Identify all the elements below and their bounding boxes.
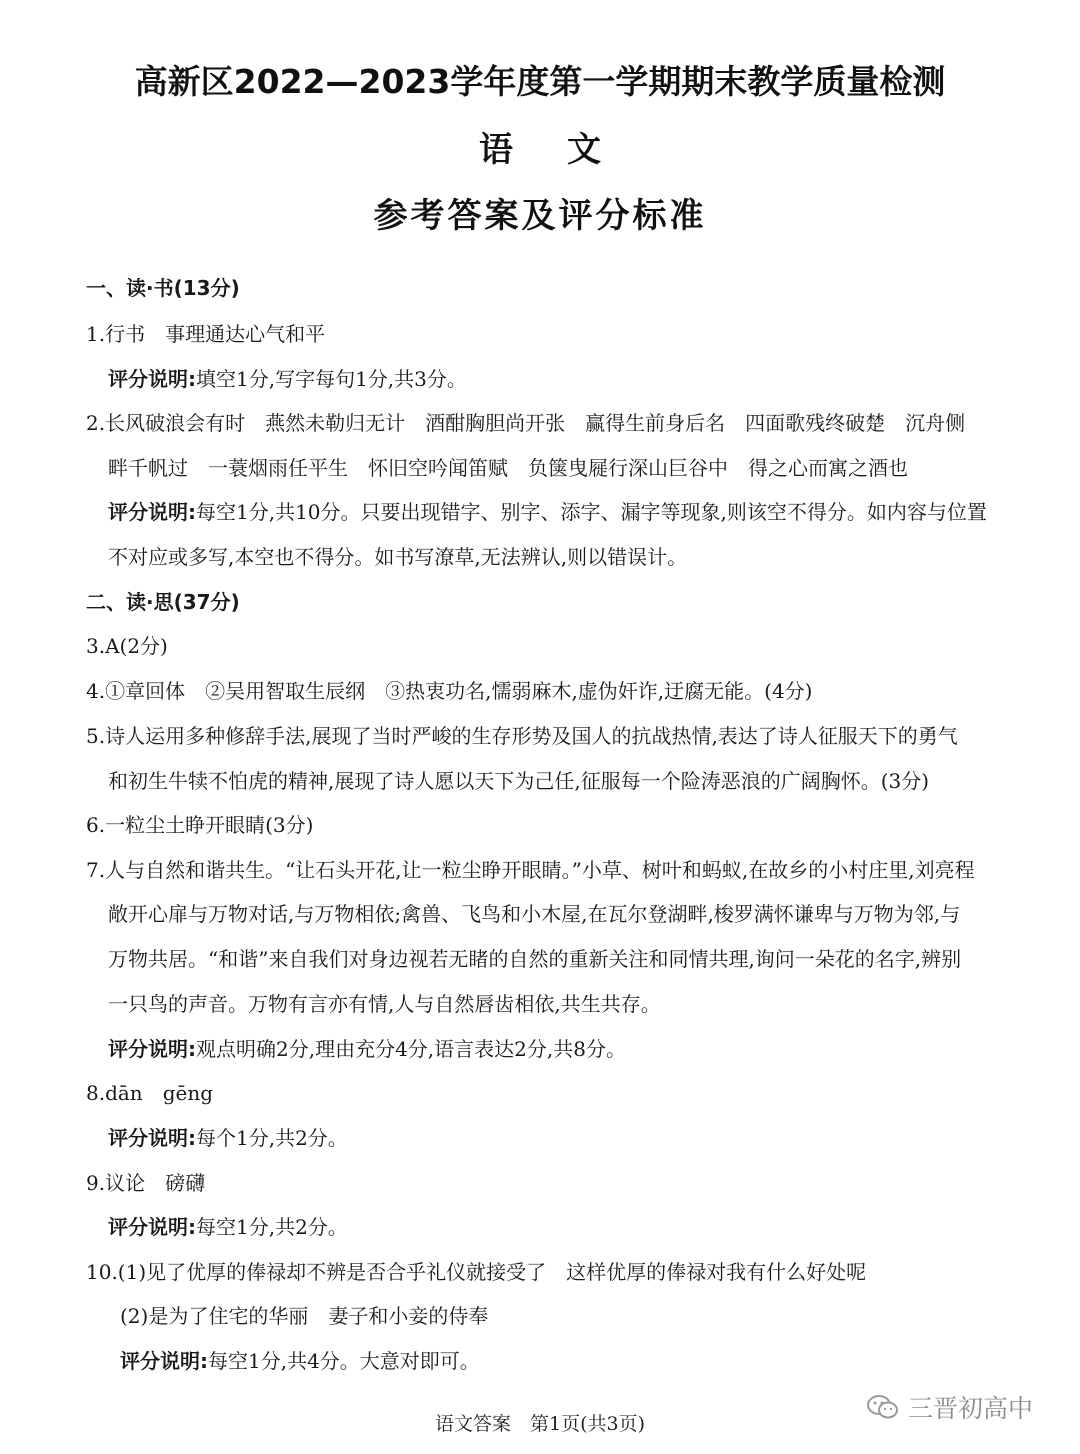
scoring-note-1: 评分说明:填空1分,写字每句1分,共3分。 bbox=[108, 367, 467, 391]
answer-6: 6.一粒尘土睁开眼睛(3分) bbox=[86, 813, 314, 837]
answer-7-line-4: 一只鸟的声音。万物有言亦有情,人与自然唇齿相依,共生共存。 bbox=[108, 992, 661, 1016]
scoring-note-label: 评分说明: bbox=[108, 500, 196, 524]
section-heading-2: 二、读·思(37分) bbox=[86, 590, 240, 614]
answer-5-line-1: 5.诗人运用多种修辞手法,展现了当时严峻的生存形势及国人的抗战热情,表达了诗人征服天下的勇气 bbox=[86, 724, 958, 748]
scoring-note-2: 评分说明:每空1分,共10分。只要出现错字、别字、添字、漏字等现象,则该空不得分。如内容与位置 bbox=[108, 500, 987, 524]
scoring-note-2-line-2: 不对应或多写,本空也不得分。如书写潦草,无法辨认,则以错误计。 bbox=[108, 545, 688, 569]
wechat-icon bbox=[866, 1393, 900, 1421]
scoring-note-label: 评分说明: bbox=[108, 1037, 196, 1061]
scoring-note-label: 评分说明: bbox=[108, 1215, 196, 1239]
answer-1: 1.行书 事理通达心气和平 bbox=[86, 322, 326, 346]
wechat-watermark bbox=[866, 1389, 1033, 1425]
scoring-note-7: 评分说明:观点明确2分,理由充分4分,语言表达2分,共8分。 bbox=[108, 1037, 626, 1061]
section-heading-1: 一、读·书(13分) bbox=[86, 276, 240, 300]
scoring-note-9: 评分说明:每空1分,共2分。 bbox=[108, 1215, 348, 1239]
answer-10-part-1: 10.(1)见了优厚的俸禄却不辨是否合乎礼仪就接受了 这样优厚的俸禄对我有什么好处呢 bbox=[86, 1260, 867, 1284]
answer-4: 4.①章回体 ②吴用智取生辰纲 ③热衷功名,懦弱麻木,虚伪奸诈,迂腐无能。(4分) bbox=[86, 679, 813, 703]
scoring-note-label: 评分说明: bbox=[108, 367, 196, 391]
answer-key-subtitle: 参考答案及评分标准 bbox=[373, 196, 707, 236]
answer-9: 9.议论 磅礴 bbox=[86, 1171, 206, 1195]
answer-2-line-1: 2.长风破浪会有时 燕然未勒归无计 酒酣胸胆尚开张 赢得生前身后名 四面歌残终破楚 沉舟侧 bbox=[86, 411, 966, 435]
scoring-note-label: 评分说明: bbox=[108, 1126, 196, 1150]
answer-2-line-2: 畔千帆过 一蓑烟雨任平生 怀旧空吟闻笛赋 负箧曳屣行深山巨谷中 得之心而寓之酒也 bbox=[108, 456, 908, 480]
answer-8: 8.dān gēng bbox=[86, 1081, 214, 1105]
answer-7-line-1: 7.人与自然和谐共生。“让石头开花,让一粒尘睁开眼睛。”小草、树叶和蚂蚁,在故乡的小村庄里,刘亮程 bbox=[86, 858, 975, 882]
answer-7-line-2: 敞开心扉与万物对话,与万物相依;禽兽、飞鸟和小木屋,在瓦尔登湖畔,梭罗满怀谦卑与万物为邻,与 bbox=[108, 902, 961, 926]
watermark-text: 三晋初高中 bbox=[908, 1394, 1034, 1423]
answer-3: 3.A(2分) bbox=[86, 634, 168, 658]
scoring-note-8: 评分说明:每个1分,共2分。 bbox=[108, 1126, 348, 1150]
answer-10-part-2: (2)是为了住宅的华丽 妻子和小妾的侍奉 bbox=[120, 1304, 489, 1328]
answer-7-line-3: 万物共居。“和谐”来自我们对身边视若无睹的自然的重新关注和同情共理,询问一朵花的名字,辨别 bbox=[108, 947, 962, 971]
scoring-note-10: 评分说明:每空1分,共4分。大意对即可。 bbox=[120, 1349, 480, 1373]
subject-title: 语文 bbox=[479, 130, 655, 170]
page-footer: 语文答案 第1页(共3页) bbox=[434, 1413, 645, 1435]
exam-title: 高新区2022—2023学年度第一学期期末教学质量检测 bbox=[134, 62, 946, 101]
scoring-note-label: 评分说明: bbox=[120, 1349, 208, 1373]
answer-5-line-2: 和初生牛犊不怕虎的精神,展现了诗人愿以天下为己任,征服每一个险涛恶浪的广阔胸怀。(3分) bbox=[108, 769, 930, 793]
